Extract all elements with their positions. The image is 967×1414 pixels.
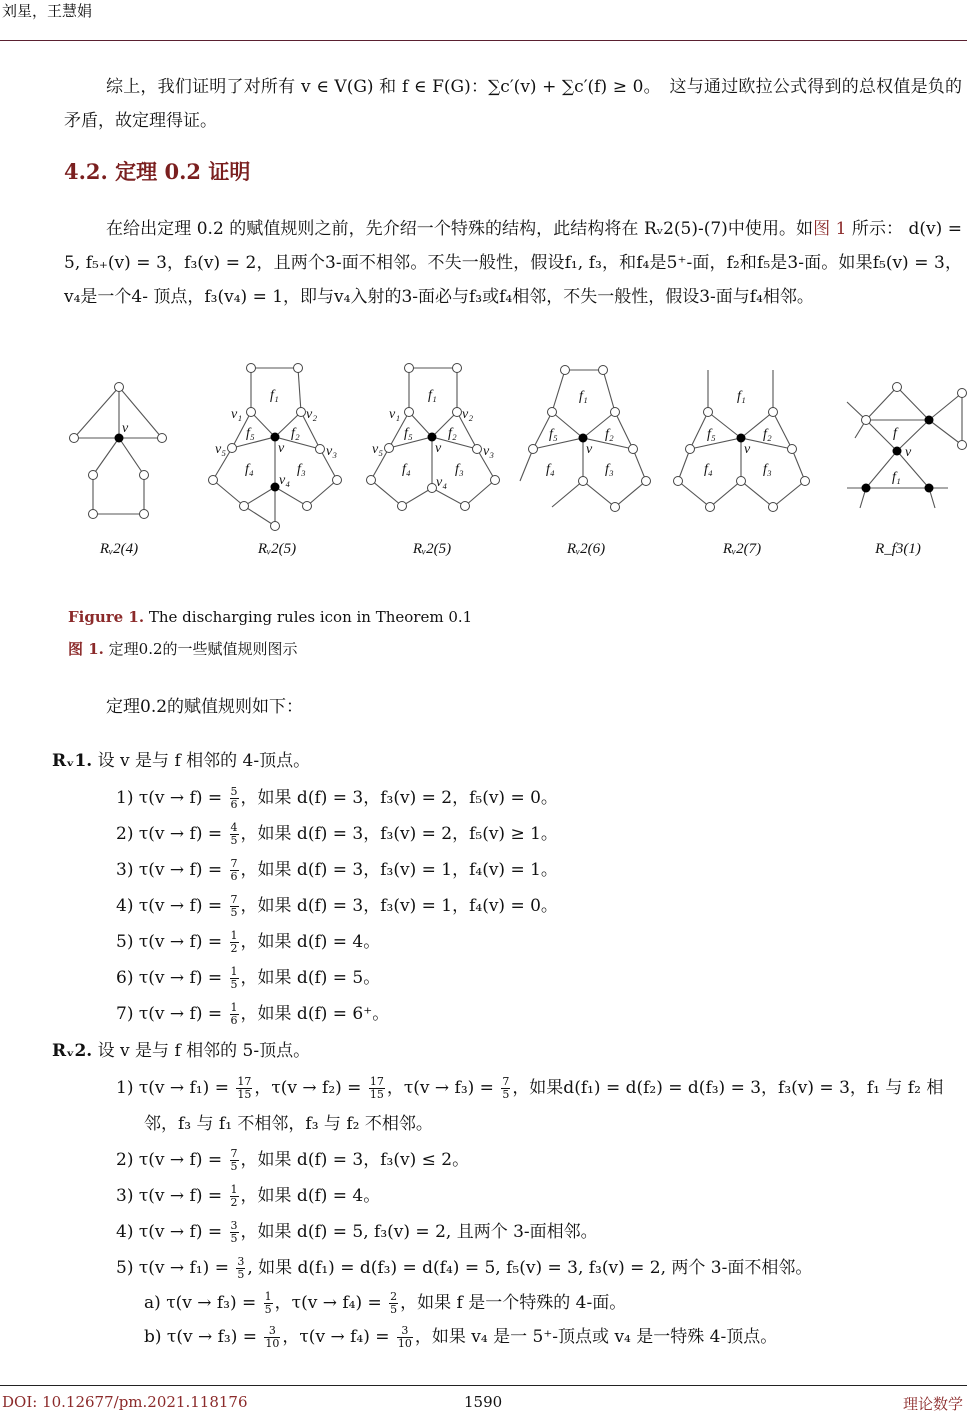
rule-text: τ(v → f) = (138, 896, 228, 916)
item-label: 4) (116, 896, 134, 916)
label-v: v (122, 421, 129, 436)
label-f5: f₅ (707, 427, 716, 442)
item-label: 5) (116, 932, 134, 952)
rule-text: τ(v → f) = (138, 932, 228, 952)
subcaption: Rᵥ2(7) (722, 541, 762, 557)
item-label: 2) (116, 1150, 134, 1170)
label-v: v (278, 441, 285, 456)
rule-text: τ(v → f) = (138, 1004, 228, 1024)
fraction-denominator: 6 (230, 798, 238, 811)
fraction-denominator: 10 (397, 1337, 412, 1350)
fraction-numerator: 5 (230, 785, 238, 798)
figure-link[interactable]: 图 1 (813, 219, 847, 239)
item-label: 1) (116, 788, 134, 808)
fraction-denominator: 15 (237, 1088, 252, 1101)
fraction (230, 894, 239, 919)
rule-heading (52, 742, 964, 780)
fraction (236, 1076, 252, 1101)
label-f4: f₄ (402, 462, 411, 477)
rule-text: ，如果 d(f) = 4。 (240, 932, 381, 952)
label-f1: f₁ (737, 389, 746, 404)
caption-text: The discharging rules icon in Theorem 0.1 (148, 608, 473, 626)
paragraph-text: 所示： d(v) = 5, f₅₊(v) = 3，f₃(v) = 2，且两个3-面不相邻。不失一般性，假设f₁, f₃，和f₄是5⁺-面，f₂和f₅是3-面。如果f₅(v) = 3，v₄是一个4- 顶点，f₃(v₄) = 1，即与v₄入射的3-面必与f₃或f₄相邻，不失一般性，假设3-面与f₄相邻。 (64, 219, 962, 307)
rule-text: τ(v → f) = (138, 1222, 228, 1242)
rule-item (52, 1142, 964, 1178)
label-v4: v₄ (279, 473, 291, 488)
label-v2: v₂ (462, 407, 474, 422)
fraction-denominator: 2 (230, 1196, 238, 1209)
rule-text: ，如果 d(f) = 3，f₃(v) = 2，f₅(v) = 0。 (240, 788, 558, 808)
fraction (369, 1076, 385, 1101)
label-v: v (435, 441, 442, 456)
label-f5: f₅ (549, 427, 558, 442)
rule-text: τ(v → f) = (138, 1150, 228, 1170)
rule-text: ，如果 d(f) = 4。 (240, 1186, 381, 1206)
label-f1: f₁ (270, 388, 279, 403)
label-f3: f₃ (605, 462, 614, 477)
paragraph-text: 在给出定理 0.2 的赋值规则之前，先介绍一个特殊的结构，此结构将在 Rᵥ2(5)-(7)中使用。如 (106, 219, 814, 239)
subfigure-captions (99, 541, 921, 557)
fraction-numerator: 4 (230, 821, 238, 834)
rule-item (52, 1214, 964, 1250)
label-f3: f₃ (455, 462, 464, 477)
rule-text: ，如果 d(f) = 3，f₃(v) = 1，f₄(v) = 0。 (240, 896, 558, 916)
rule-text: τ(v → f) = (138, 968, 228, 988)
item-label: 3) (116, 860, 134, 880)
rule-text: , 如果 d(f₁) = d(f₃) = d(f₄) = 5, f₅(v) = 3, f₃(v) = 2, 两个 3-面不相邻。 (247, 1258, 813, 1278)
label-v5: v₅ (215, 442, 227, 457)
fraction-numerator: 7 (230, 857, 238, 870)
filled-vertices (115, 416, 934, 493)
rule-text: ，如果 v₄ 是一 5⁺-顶点或 v₄ 是一特殊 4-顶点。 (414, 1327, 778, 1347)
fraction-numerator: 1 (230, 1183, 238, 1196)
fraction (230, 966, 239, 991)
subcaption: Rᵥ2(4) (99, 541, 139, 557)
fraction (230, 930, 239, 955)
fraction-denominator: 6 (230, 1014, 238, 1027)
rule-heading (52, 1032, 964, 1070)
fraction-numerator: 3 (397, 1325, 413, 1338)
rule-item (52, 1070, 964, 1142)
label-v5: v₅ (372, 442, 384, 457)
header-divider (0, 40, 967, 41)
rule-id: Rᵥ2. (52, 1041, 93, 1061)
label-v: v (586, 442, 593, 457)
fraction (230, 1220, 239, 1245)
fraction-denominator: 5 (264, 1303, 272, 1316)
fraction-denominator: 5 (230, 978, 238, 991)
rule-text: ，τ(v → f₄) = (282, 1327, 395, 1347)
fraction (264, 1291, 273, 1316)
label-f1: f₁ (428, 388, 437, 403)
fraction (230, 858, 239, 883)
fraction-numerator: 1 (230, 965, 238, 978)
label-v: v (905, 445, 912, 460)
fraction-numerator: 3 (237, 1255, 245, 1268)
label-f4: f₄ (546, 462, 555, 477)
rule-text: τ(v → f) = (138, 788, 228, 808)
item-label: b) (144, 1327, 162, 1347)
section-heading: 4.2. 定理 0.2 证明 (64, 159, 251, 184)
fraction-denominator: 5 (230, 1160, 238, 1173)
running-header-authors: 刘星，王慧娟 (2, 2, 93, 20)
rule-description: 设 v 是与 f 相邻的 4-顶点。 (97, 751, 311, 771)
item-label: 4) (116, 1222, 134, 1242)
rule-text: ，如果 d(f) = 6⁺。 (240, 1004, 390, 1024)
fraction-numerator: 1 (264, 1290, 272, 1303)
rule-subitem (52, 1286, 964, 1320)
rule-text: ，如果 d(f) = 5。 (240, 968, 381, 988)
label-v4: v₄ (436, 475, 448, 490)
fraction-denominator: 5 (237, 1268, 245, 1281)
fraction (230, 822, 239, 847)
subcaption: Rᵥ2(5) (412, 541, 452, 557)
fraction (389, 1291, 398, 1316)
paragraph-conclusion: 综上，我们证明了对所有 v ∈ V(G) 和 f ∈ F(G)：∑c′(v) + ∑c′(f) ≥ 0。 这与通过欧拉公式得到的总权值是负的矛盾，故定理得证。 (64, 77, 962, 131)
paragraph-structure (64, 212, 962, 314)
caption-label: Figure 1. (68, 608, 145, 626)
label-f1: f₁ (892, 470, 901, 485)
footer-divider (0, 1385, 967, 1386)
item-label: 6) (116, 968, 134, 988)
fraction (501, 1076, 510, 1101)
rule-text: τ(v → f₁) = (138, 1258, 235, 1278)
label-v3: v₃ (483, 444, 495, 459)
rule-item (52, 780, 964, 816)
rules-list (52, 742, 964, 1354)
rule-text: ，τ(v → f₄) = (274, 1293, 388, 1313)
rule-text: ，如果 d(f) = 5, f₃(v) = 2, 且两个 3-面相邻。 (240, 1222, 598, 1242)
page-number: 1590 (464, 1393, 503, 1411)
fraction-denominator: 5 (230, 834, 238, 847)
rule-text: ，如果 d(f) = 3，f₃(v) = 2，f₅(v) ≥ 1。 (240, 824, 558, 844)
label-f3: f₃ (297, 462, 306, 477)
label-f2: f₂ (763, 427, 772, 442)
fraction-numerator: 1 (230, 929, 238, 942)
journal-name: 理论数学 (902, 1395, 963, 1413)
caption-text: 定理0.2的一些赋值规则图示 (108, 640, 298, 658)
rule-text: τ(v → f) = (138, 824, 228, 844)
label-f4: f₄ (704, 462, 713, 477)
fraction-numerator: 3 (230, 1219, 238, 1232)
fraction-numerator: 1 (230, 1001, 238, 1014)
rule-text: ，τ(v → f₂) = (254, 1078, 367, 1098)
fraction-numerator: 17 (237, 1075, 252, 1088)
rule-item (52, 816, 964, 852)
rule-item (52, 996, 964, 1032)
rules-intro: 定理0.2的赋值规则如下： (106, 697, 304, 717)
rule-description: 设 v 是与 f 相邻的 5-顶点。 (97, 1041, 311, 1061)
fraction-numerator: 7 (230, 1147, 238, 1160)
fraction-denominator: 2 (230, 942, 238, 955)
fraction (230, 1002, 239, 1027)
rule-text: ，如果d(f₁) = d(f₂) = d(f₃) = 3，f₃(v) = 3，f₁ 与 f₂ 相邻，f₃ 与 f₁ 不相邻，f₃ 与 f₂ 不相邻。 (144, 1078, 944, 1134)
hollow-vertices (70, 364, 967, 531)
label-f5: f₅ (404, 426, 413, 441)
rule-text: τ(v → f) = (138, 860, 228, 880)
rule-subitem (52, 1320, 964, 1354)
label-v3: v₃ (326, 444, 338, 459)
figure-caption-zh (68, 638, 298, 659)
subcaption: Rᵥ2(5) (257, 541, 297, 557)
label-f4: f₄ (245, 462, 254, 477)
rule-text: τ(v → f) = (138, 1186, 228, 1206)
label-f2: f₂ (448, 426, 457, 441)
rule-text: ，τ(v → f₃) = (386, 1078, 500, 1098)
rule-id: Rᵥ1. (52, 751, 93, 771)
rule-item (52, 1178, 964, 1214)
footer-doi[interactable]: DOI: 10.12677/pm.2021.118176 (2, 1393, 248, 1411)
fraction-numerator: 17 (369, 1075, 384, 1088)
figure-1-diagrams (0, 360, 967, 570)
fraction-denominator: 10 (265, 1337, 280, 1350)
fraction-numerator: 7 (502, 1075, 510, 1088)
item-label: 2) (116, 824, 134, 844)
label-f2: f₂ (605, 427, 614, 442)
rule-item (52, 852, 964, 888)
rule-item (52, 924, 964, 960)
item-label: 1) (116, 1078, 134, 1098)
graph-edges (74, 368, 962, 526)
label-v1: v₁ (231, 407, 243, 422)
fraction-denominator: 6 (230, 870, 238, 883)
rule-text: τ(v → f₃) = (166, 1327, 263, 1347)
rule-text: τ(v → f₁) = (138, 1078, 235, 1098)
subcaption: R_f3(1) (875, 541, 921, 557)
fraction-denominator: 5 (390, 1303, 398, 1316)
rule-text: ，如果 d(f) = 3，f₃(v) ≤ 2。 (240, 1150, 470, 1170)
fraction (236, 1256, 245, 1281)
fraction (397, 1325, 413, 1350)
label-f5: f₅ (246, 426, 255, 441)
rule-text: τ(v → f₃) = (166, 1293, 262, 1313)
rule-item (52, 888, 964, 924)
item-label: 5) (116, 1258, 134, 1278)
rule-text: ，如果 f 是一个特殊的 4-面。 (400, 1293, 627, 1313)
fraction (230, 1184, 239, 1209)
vertex-face-labels (122, 388, 912, 490)
subcaption: Rᵥ2(6) (566, 541, 606, 557)
fraction-denominator: 5 (230, 1232, 238, 1245)
label-v2: v₂ (306, 407, 318, 422)
label-v1: v₁ (389, 407, 401, 422)
fraction-denominator: 5 (230, 906, 238, 919)
label-f1: f₁ (579, 389, 588, 404)
item-label: a) (144, 1293, 161, 1313)
label-v: v (744, 442, 751, 457)
rule-item (52, 1250, 964, 1286)
label-f: f (893, 426, 897, 441)
rule-item (52, 960, 964, 996)
fraction-numerator: 2 (390, 1290, 398, 1303)
caption-label: 图 1. (68, 640, 104, 658)
item-label: 7) (116, 1004, 134, 1024)
fraction-numerator: 3 (264, 1325, 280, 1338)
fraction-denominator: 5 (502, 1088, 510, 1101)
fraction (230, 1148, 239, 1173)
label-f3: f₃ (763, 462, 772, 477)
fraction-denominator: 15 (369, 1088, 384, 1101)
fraction (230, 786, 239, 811)
rule-text: ，如果 d(f) = 3，f₃(v) = 1，f₄(v) = 1。 (240, 860, 558, 880)
figure-caption-en (68, 608, 472, 626)
fraction-numerator: 7 (230, 893, 238, 906)
fraction (264, 1325, 280, 1350)
label-f2: f₂ (291, 426, 300, 441)
item-label: 3) (116, 1186, 134, 1206)
